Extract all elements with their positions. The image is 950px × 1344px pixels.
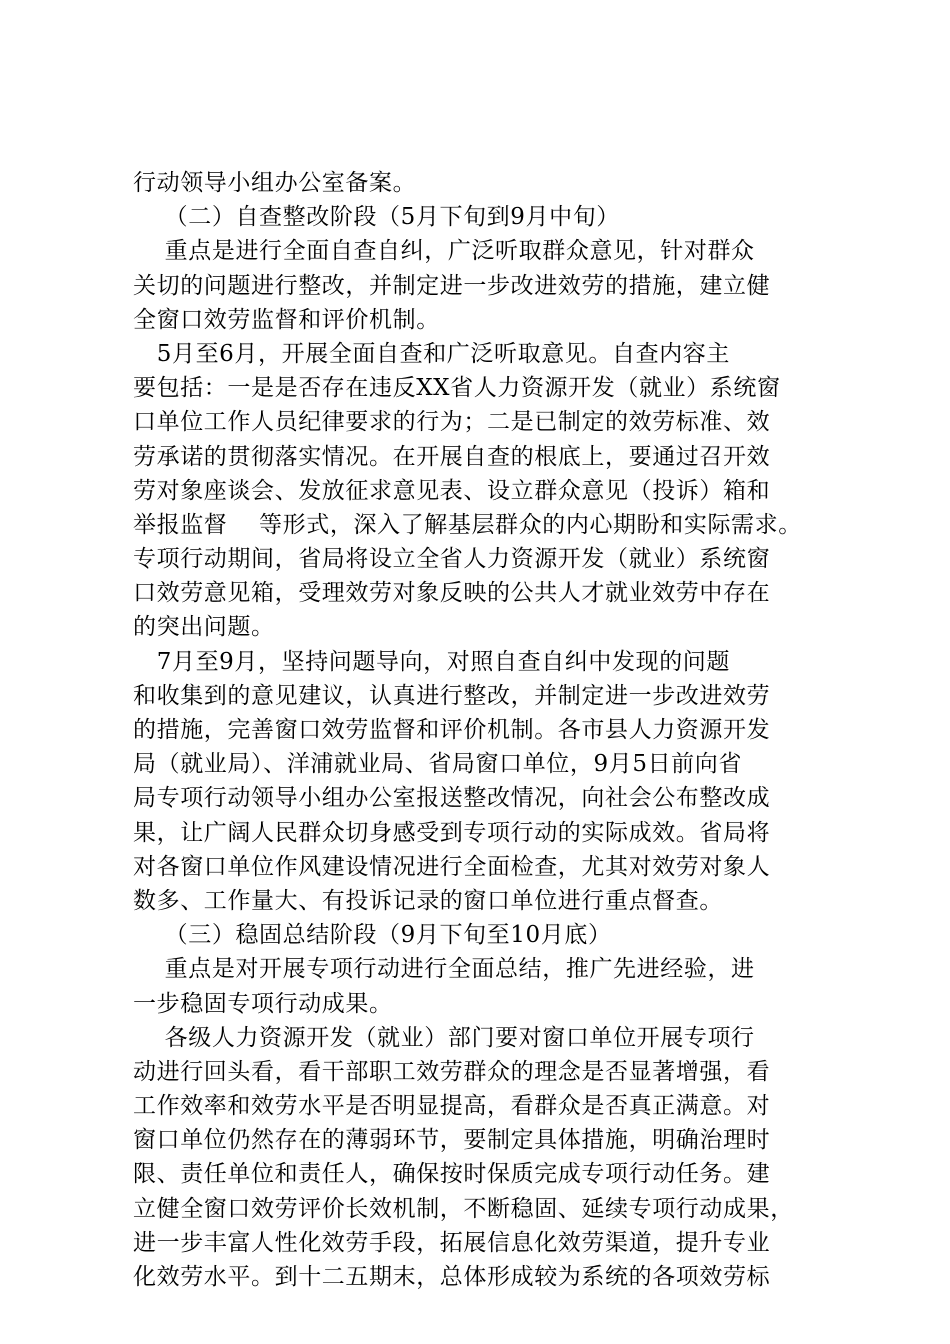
text-line: 专项行动期间，省局将设立全省人力资源开发（就业）系统窗 bbox=[133, 546, 771, 573]
text-line: 果，让广阔人民群众切身感受到专项行动的实际成效。省局将 bbox=[133, 819, 771, 846]
text-line: 局（就业局）、洋浦就业局、省局窗口单位，9月5日前向省 bbox=[133, 751, 742, 778]
text-line: 的突出问题。 bbox=[133, 614, 275, 641]
text-line: 立健全窗口效劳评价长效机制，不断稳固、延续专项行动成果， bbox=[133, 1195, 794, 1222]
text-line: 窗口单位仍然存在的薄弱环节，要制定具体措施，明确治理时 bbox=[133, 1127, 771, 1154]
text-line: 重点是对开展专项行动进行全面总结，推广先进经验，进 bbox=[133, 956, 755, 983]
text-line: 各级人力资源开发（就业）部门要对窗口单位开展专项行 bbox=[133, 1024, 755, 1051]
text-line: 5月至6月，开展全面自查和广泛听取意见。自查内容主 bbox=[133, 340, 730, 367]
section-heading-3: （三）稳固总结阶段（9月下旬至10月底） bbox=[133, 922, 612, 949]
text-line: 局专项行动领导小组办公室报送整改情况，向社会公布整改成 bbox=[133, 785, 771, 812]
text-line: 动进行回头看，看干部职工效劳群众的理念是否显著增强，看 bbox=[133, 1058, 771, 1085]
text-line: 要包括：一是是否存在违反XX省人力资源开发（就业）系统窗 bbox=[133, 375, 781, 402]
text-line: 举报监督 等形式，深入了解基层群众的内心期盼和实际需求。 bbox=[133, 511, 802, 538]
section-heading-2: （二）自查整改阶段（5月下旬到9月中旬） bbox=[133, 204, 620, 231]
text-line: 对各窗口单位作风建设情况进行全面检查，尤其对效劳对象人 bbox=[133, 853, 771, 880]
text-line: 工作效率和效劳水平是否明显提高，看群众是否真正满意。对 bbox=[133, 1093, 771, 1120]
text-line: 的措施，完善窗口效劳监督和评价机制。各市县人力资源开发 bbox=[133, 717, 771, 743]
text-line: 限、责任单位和责任人，确保按时保质完成专项行动任务。建 bbox=[133, 1161, 771, 1188]
text-line: 口效劳意见箱，受理效劳对象反映的公共人才就业效劳中存在 bbox=[133, 580, 771, 607]
text-line: 行动领导小组办公室备案。 bbox=[133, 170, 417, 196]
text-line: 关切的问题进行整改，并制定进一步改进效劳的措施，建立健 bbox=[133, 272, 771, 299]
text-line: 重点是进行全面自查自纠，广泛听取群众意见，针对群众 bbox=[133, 238, 755, 265]
text-line: 全窗口效劳监督和评价机制。 bbox=[133, 306, 440, 333]
text-line: 劳对象座谈会、发放征求意见表、设立群众意见（投诉）箱和 bbox=[133, 477, 771, 504]
document-body bbox=[133, 166, 833, 1294]
text-line: 化效劳水平。到十二五期末，总体形成较为系统的各项效劳标 bbox=[133, 1264, 771, 1290]
text-line: 劳承诺的贯彻落实情况。在开展自查的根底上，要通过召开效 bbox=[133, 443, 771, 470]
text-line: 进一步丰富人性化效劳手段，拓展信息化效劳渠道，提升专业 bbox=[133, 1229, 771, 1256]
text-line: 一步稳固专项行动成果。 bbox=[133, 990, 393, 1017]
text-line: 7月至9月，坚持问题导向，对照自查自纠中发现的问题 bbox=[133, 648, 730, 675]
text-line: 口单位工作人员纪律要求的行为；二是已制定的效劳标准、效 bbox=[133, 409, 771, 436]
text-line: 和收集到的意见建议，认真进行整改，并制定进一步改进效劳 bbox=[133, 682, 771, 709]
text-line: 数多、工作量大、有投诉记录的窗口单位进行重点督查。 bbox=[133, 887, 723, 914]
